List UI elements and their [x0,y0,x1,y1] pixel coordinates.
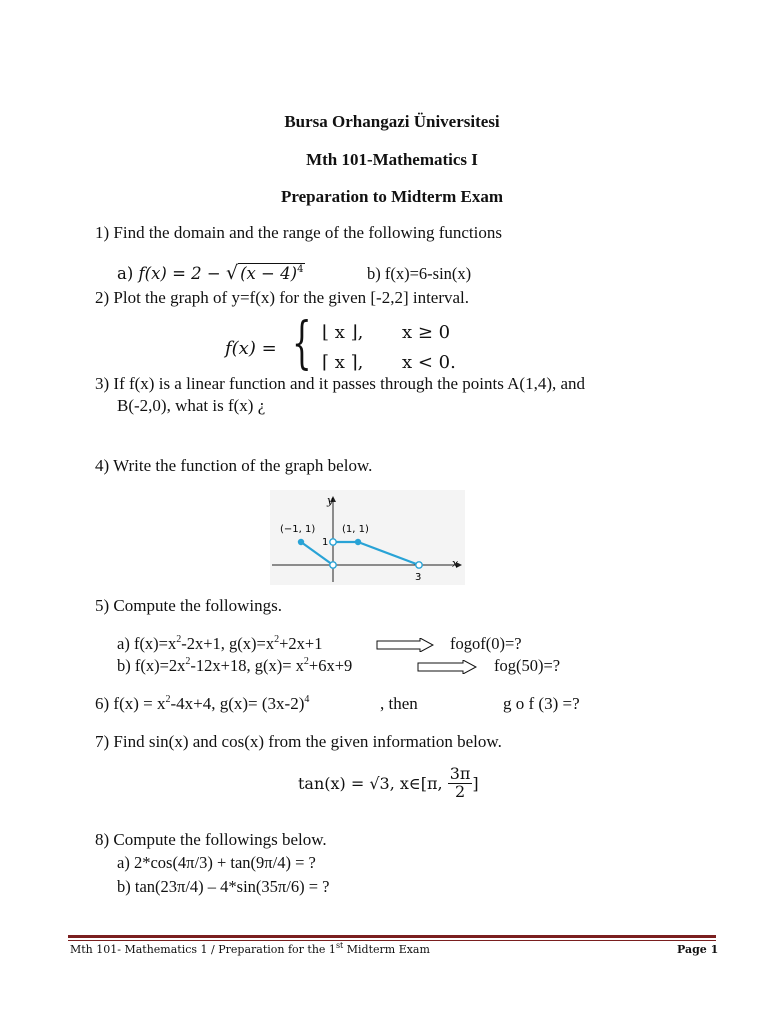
question-5b: b) $f(x)=2x^2-12x+18$, $g(x)= x^2+6x+9$ [117,656,353,675]
arrow-icon [417,660,477,674]
question-4: 4) Write the function of the graph below. [95,456,373,475]
question-3-line-1: 3) If f(x) is a linear function and it passes through the points A(1,4), and [95,374,586,393]
course-name: Mth 101-Mathematics I [306,150,478,169]
footer-left: Mth 101- Mathematics 1 / Preparation for the 1st Midterm Exam [70,941,430,956]
question-5a: a) $f(x)=x^2-2x+1$, $g(x)=x^2+2x+1$ [117,634,323,653]
question-1a [117,262,305,284]
arrow-icon [376,638,434,652]
tick-label-x3: 3 [415,572,422,583]
point-open-x3 [416,562,422,568]
question-7: 7) Find sin(x) and cos(x) from the given information below. [95,732,502,751]
x-axis-label: x [452,557,459,570]
question-6: 6) $f(x) = x^2-4x+4$, $g(x)= (3x-2)^4$ [95,694,310,713]
question-3-line-2: B(-2,0), what is f(x) ¿ [117,396,266,415]
university-name: Bursa Orhangazi Üniversitesi [284,112,500,131]
piecewise-case-1-expr: ⌊ x ⌋, [322,322,364,343]
footer-rule-thick [68,935,716,938]
question-4-graph [270,490,465,585]
label-point-right: (1, 1) [342,524,369,535]
question-7-equation: tan(x) = √3, x∈[π, $\frac{3\pi}{2}$ ] [298,764,479,801]
piecewise-brace: { [292,311,312,376]
footer-page-number: Page 1 [677,943,719,956]
fraction-3pi-over-2: $\frac{3\pi}{2}$ [449,764,471,801]
question-1b: b) f(x)=6-sin(x) [367,264,472,283]
point-open-origin [330,562,336,568]
sqrt-symbol: √ [225,262,239,284]
graph-background [270,490,465,585]
question-6-then: , then [380,694,418,713]
piecewise-lhs: f(x) = [225,338,277,359]
question-8b: b) tan(23π/4) – 4*sin(35π/6) = ? [117,877,330,896]
footer-rule-thin [68,940,716,941]
point-right-closed [355,539,361,545]
question-1: 1) Find the domain and the range of the following functions [95,223,502,242]
question-5b-result: fog(50)=? [494,656,561,675]
piecewise-case-1-cond: x ≥ 0 [402,322,451,343]
question-1a-radicand: $(x - 4)^4$ [240,264,304,283]
document-title: Preparation to Midterm Exam [280,187,504,206]
question-5a-result: fogof(0)=? [450,634,522,653]
question-8a: a) 2*cos(4π/3) + tan(9π/4) = ? [117,853,316,872]
question-5: 5) Compute the followings. [95,596,282,615]
question-2: 2) Plot the graph of y=f(x) for the given [-2,2] interval. [95,288,470,307]
piecewise-case-2-expr: ⌈ x ⌉, [322,352,364,373]
question-1a-lhs: f(x) = 2 − [138,264,226,283]
piecewise-case-2-cond: x < 0. [402,352,456,373]
question-1a-label: a) [117,264,134,283]
point-open-top [330,539,336,545]
point-left-closed [298,539,304,545]
label-point-left: (−1, 1) [280,524,316,535]
question-6-result: g o f (3) =? [503,694,580,713]
tick-label-y1: 1 [322,537,329,548]
question-8: 8) Compute the followings below. [95,830,327,849]
y-axis-label: y [327,494,334,507]
